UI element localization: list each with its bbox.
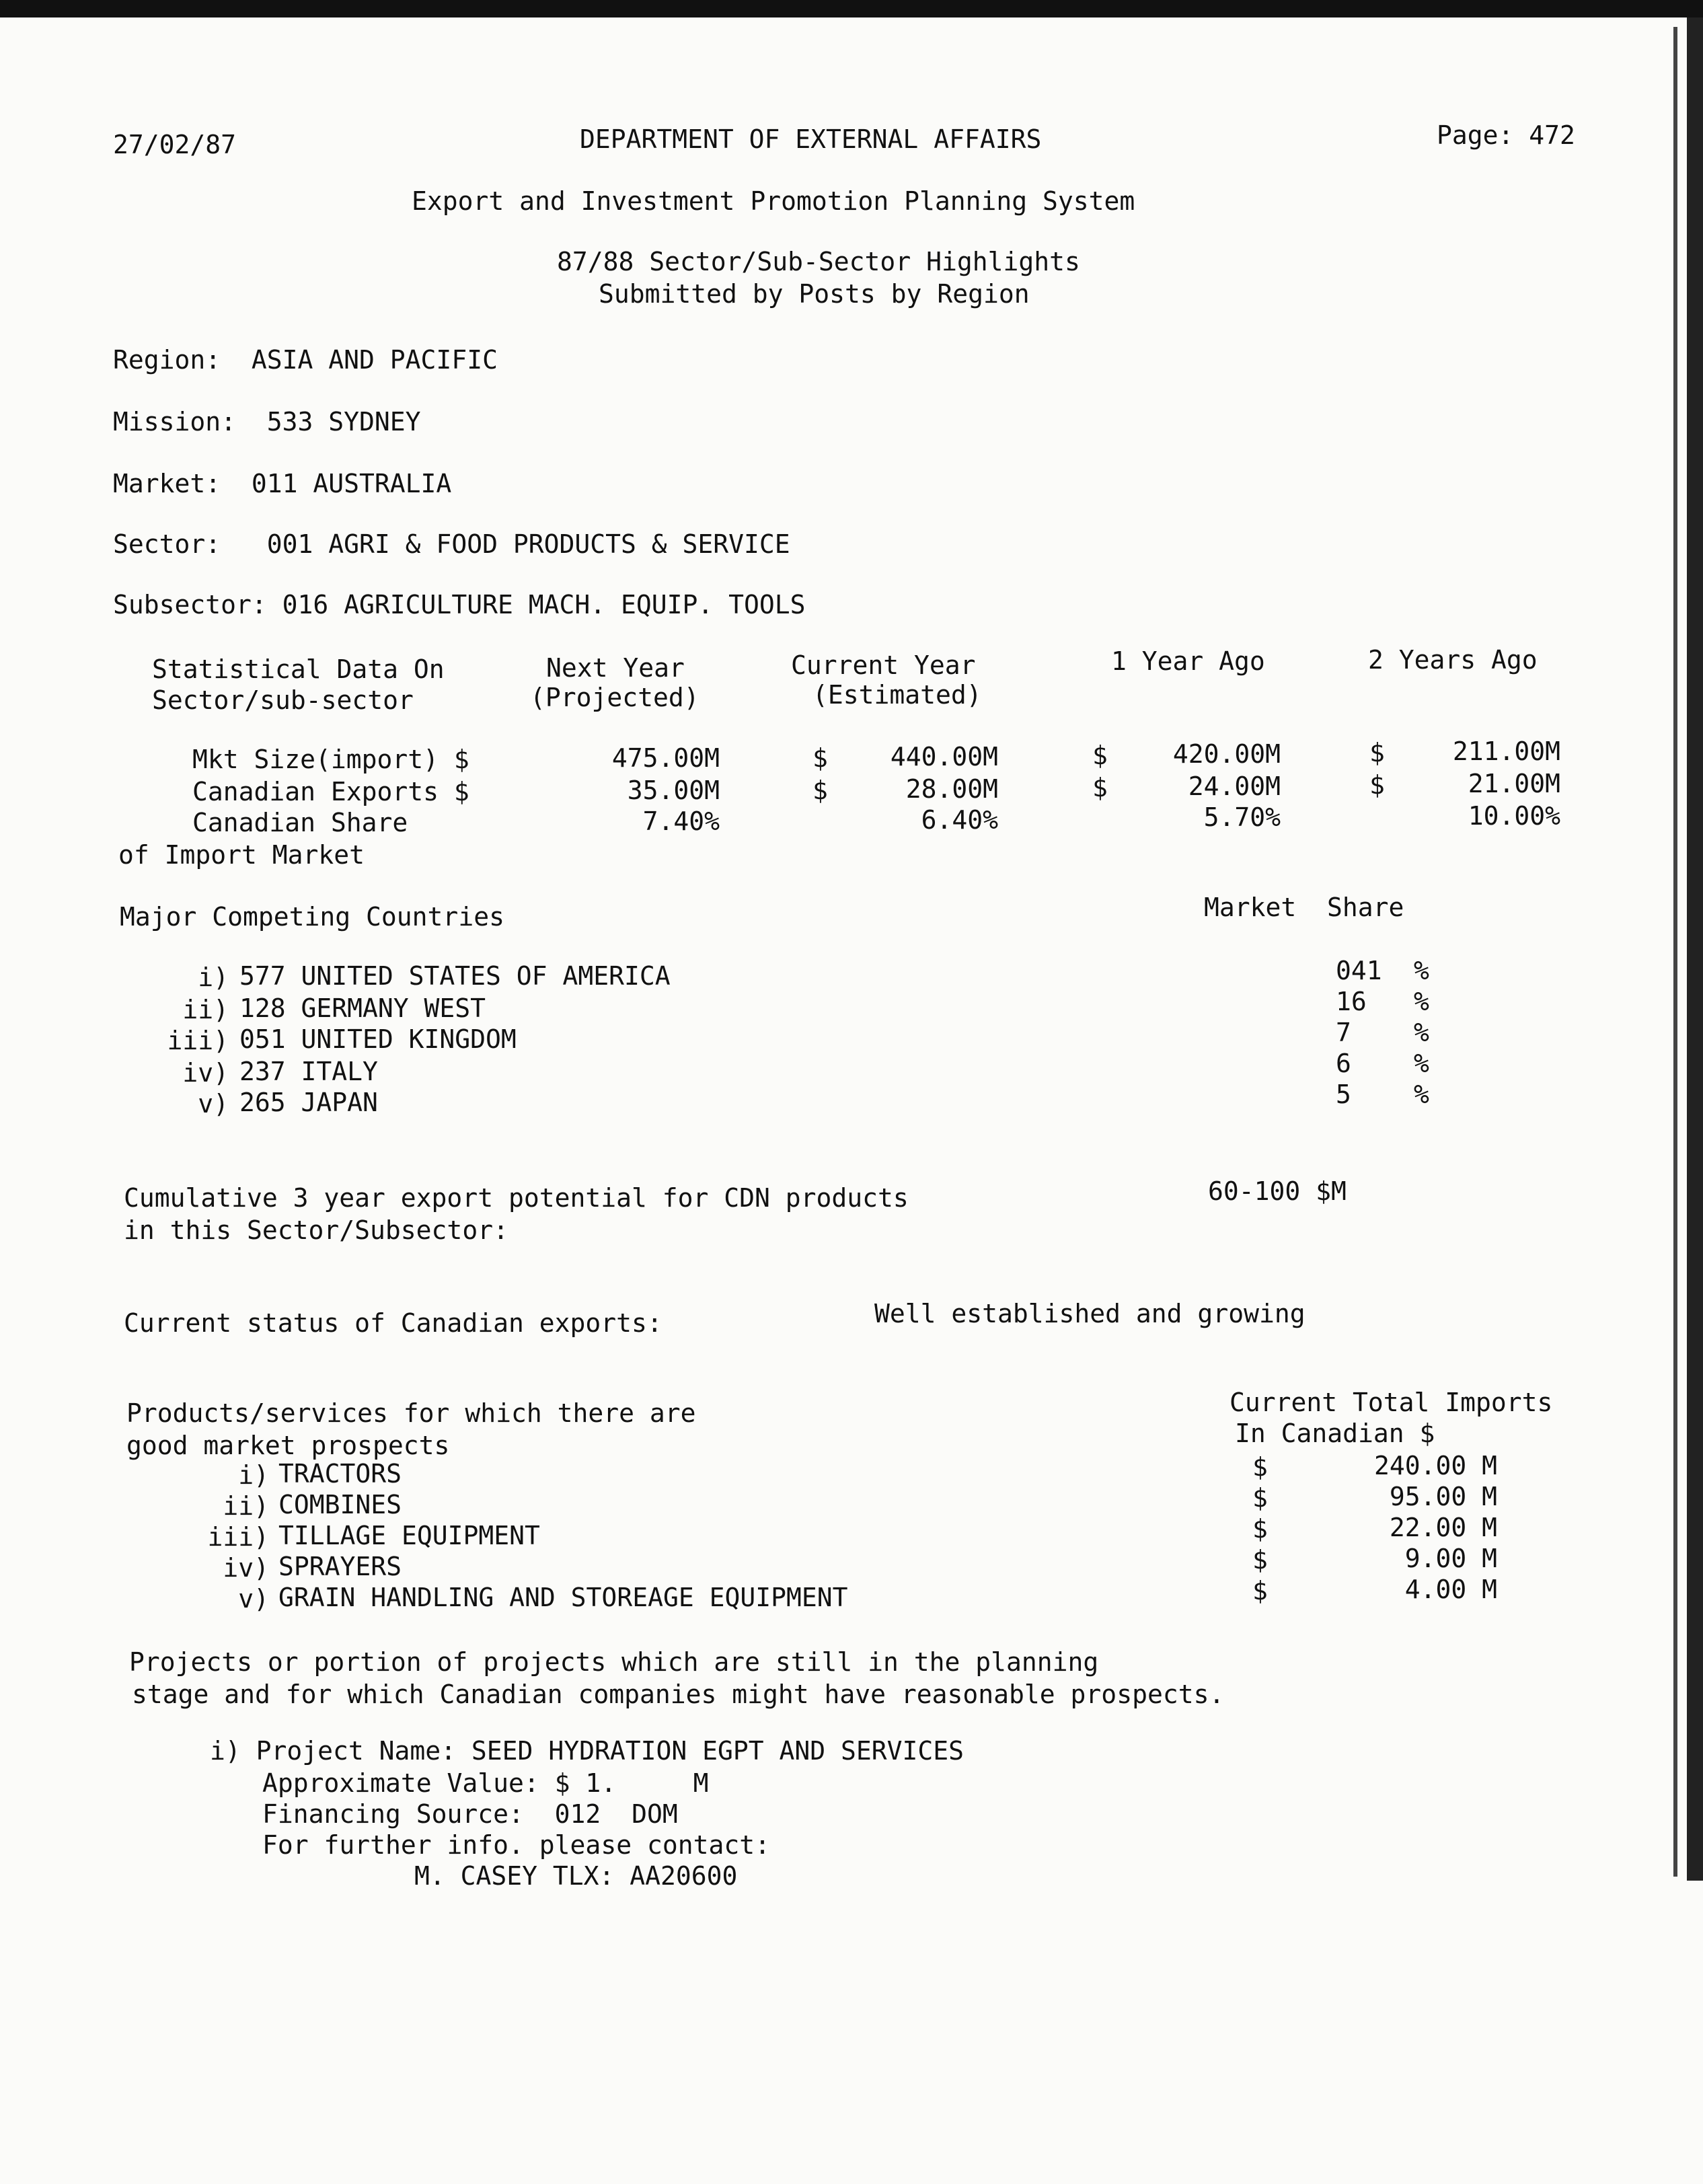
product-import-value: 22.00 M (1389, 1513, 1497, 1542)
sector-field: Sector: 001 AGRI & FOOD PRODUCTS & SERVICE (113, 529, 790, 559)
percent-sign: % (1414, 1080, 1429, 1109)
stats-label-line1: Statistical Data On (152, 654, 445, 684)
product-name: SPRAYERS (278, 1552, 402, 1581)
scan-border-right-inner (1673, 27, 1677, 1877)
scan-border-right (1687, 17, 1703, 1881)
share-current-year: 6.40% (921, 805, 998, 835)
product-num: v) (238, 1584, 269, 1614)
scan-border-top (0, 0, 1703, 17)
mkt-size-1y-dollar: $ (1092, 741, 1108, 770)
potential-label-line2: in this Sector/Subsector: (124, 1215, 508, 1245)
product-dollar: $ (1252, 1483, 1268, 1513)
projects-label-line1: Projects or portion of projects which are still in the planning (129, 1647, 1099, 1677)
product-dollar: $ (1252, 1452, 1268, 1482)
competitor-country: 577 UNITED STATES OF AMERICA (239, 961, 671, 991)
status-label: Current status of Canadian exports: (124, 1308, 663, 1338)
competitor-share: 5 (1336, 1080, 1351, 1109)
competitor-share: 041 (1336, 956, 1382, 985)
competitor-num: i) (198, 963, 229, 992)
exports-current-year: 28.00M (905, 774, 998, 804)
mkt-size-1-year-ago: 420.00M (1172, 739, 1281, 769)
imports-col-heading: Current Total Imports (1229, 1388, 1553, 1417)
share-2-years-ago: 10.00% (1468, 801, 1560, 831)
col-2-years-ago: 2 Years Ago (1368, 645, 1538, 675)
mkt-size-2-years-ago: 211.00M (1452, 737, 1560, 766)
competitor-country: 128 GERMANY WEST (239, 993, 486, 1023)
product-import-value: 4.00 M (1404, 1575, 1497, 1604)
project-financing: Financing Source: 012 DOM (262, 1799, 678, 1829)
products-label-line1: Products/services for which there are (126, 1398, 696, 1428)
col-next-year-sub: (Projected) (530, 683, 699, 712)
mission-field: Mission: 533 SYDNEY (113, 407, 421, 437)
potential-value: 60-100 $M (1208, 1176, 1347, 1206)
product-num: i) (238, 1460, 269, 1490)
row-label-canadian-share: Canadian Share (192, 808, 408, 837)
share-label-continued: of Import Market (118, 840, 365, 870)
competitor-share: 16 (1336, 987, 1367, 1016)
percent-sign: % (1414, 1018, 1429, 1047)
status-value: Well established and growing (874, 1299, 1305, 1328)
competitor-share: 6 (1336, 1049, 1351, 1078)
competitor-country: 265 JAPAN (239, 1088, 378, 1117)
share-1-year-ago: 5.70% (1203, 802, 1281, 832)
product-import-value: 95.00 M (1389, 1482, 1497, 1511)
project-name: i) Project Name: SEED HYDRATION EGPT AND SERVICES (210, 1736, 964, 1766)
row-label-canadian-exports: Canadian Exports $ (192, 777, 469, 806)
mkt-size-current-dollar: $ (812, 743, 828, 773)
product-name: TRACTORS (278, 1459, 402, 1489)
mkt-size-current-year: 440.00M (890, 742, 998, 771)
product-dollar: $ (1252, 1514, 1268, 1544)
product-num: iii) (207, 1522, 269, 1552)
product-import-value: 9.00 M (1404, 1544, 1497, 1573)
competitors-heading: Major Competing Countries (120, 902, 504, 932)
report-subtitle: Submitted by Posts by Region (599, 279, 1030, 309)
col-1-year-ago: 1 Year Ago (1111, 646, 1265, 676)
project-contact: M. CASEY TLX: AA20600 (414, 1861, 738, 1891)
exports-2y-dollar: $ (1369, 770, 1385, 800)
project-value: Approximate Value: $ 1. M (262, 1768, 709, 1798)
product-num: ii) (223, 1491, 269, 1521)
share-next-year: 7.40% (642, 806, 720, 836)
product-name: GRAIN HANDLING AND STOREAGE EQUIPMENT (278, 1583, 848, 1612)
subsector-field: Subsector: 016 AGRICULTURE MACH. EQUIP. TOOLS (113, 590, 806, 619)
product-dollar: $ (1252, 1576, 1268, 1606)
products-label-line2: good market prospects (126, 1431, 450, 1460)
competitor-country: 051 UNITED KINGDOM (239, 1024, 517, 1054)
competitor-num: iv) (182, 1058, 229, 1088)
percent-sign: % (1414, 956, 1429, 985)
product-dollar: $ (1252, 1545, 1268, 1575)
stats-label-line2: Sector/sub-sector (152, 685, 414, 715)
exports-2-years-ago: 21.00M (1468, 769, 1560, 798)
report-date: 27/02/87 (113, 130, 237, 159)
market-share-heading: Market Share (1204, 893, 1404, 922)
mkt-size-2y-dollar: $ (1369, 738, 1385, 767)
competitor-country: 237 ITALY (239, 1057, 378, 1086)
system-title: Export and Investment Promotion Planning System (412, 186, 1135, 216)
percent-sign: % (1414, 987, 1429, 1016)
report-title: 87/88 Sector/Sub-Sector Highlights (557, 247, 1080, 276)
col-next-year: Next Year (546, 653, 685, 683)
percent-sign: % (1414, 1049, 1429, 1078)
col-current-year-sub: (Estimated) (812, 680, 982, 710)
exports-current-dollar: $ (812, 776, 828, 805)
potential-label-line1: Cumulative 3 year export potential for CDN products (124, 1183, 909, 1213)
competitor-num: iii) (167, 1026, 229, 1055)
mkt-size-next-year: 475.00M (611, 743, 720, 773)
row-label-mkt-size: Mkt Size(import) $ (192, 745, 469, 774)
competitor-num: v) (198, 1089, 229, 1119)
imports-col-subheading: In Canadian $ (1235, 1419, 1435, 1448)
col-current-year: Current Year (791, 650, 976, 680)
exports-next-year: 35.00M (627, 776, 720, 805)
region-field: Region: ASIA AND PACIFIC (113, 345, 498, 375)
product-name: TILLAGE EQUIPMENT (278, 1521, 540, 1550)
exports-1-year-ago: 24.00M (1188, 771, 1281, 801)
market-field: Market: 011 AUSTRALIA (113, 469, 452, 498)
projects-label-line2: stage and for which Canadian companies might have reasonable prospects. (132, 1680, 1225, 1709)
competitor-num: ii) (182, 995, 229, 1024)
product-name: COMBINES (278, 1490, 402, 1519)
competitor-share: 7 (1336, 1018, 1351, 1047)
product-num: iv) (223, 1553, 269, 1583)
project-contact-label: For further info. please contact: (262, 1830, 770, 1860)
product-import-value: 240.00 M (1373, 1451, 1497, 1480)
exports-1y-dollar: $ (1092, 773, 1108, 802)
department-title: DEPARTMENT OF EXTERNAL AFFAIRS (580, 124, 1042, 154)
page-number: Page: 472 (1437, 120, 1575, 150)
